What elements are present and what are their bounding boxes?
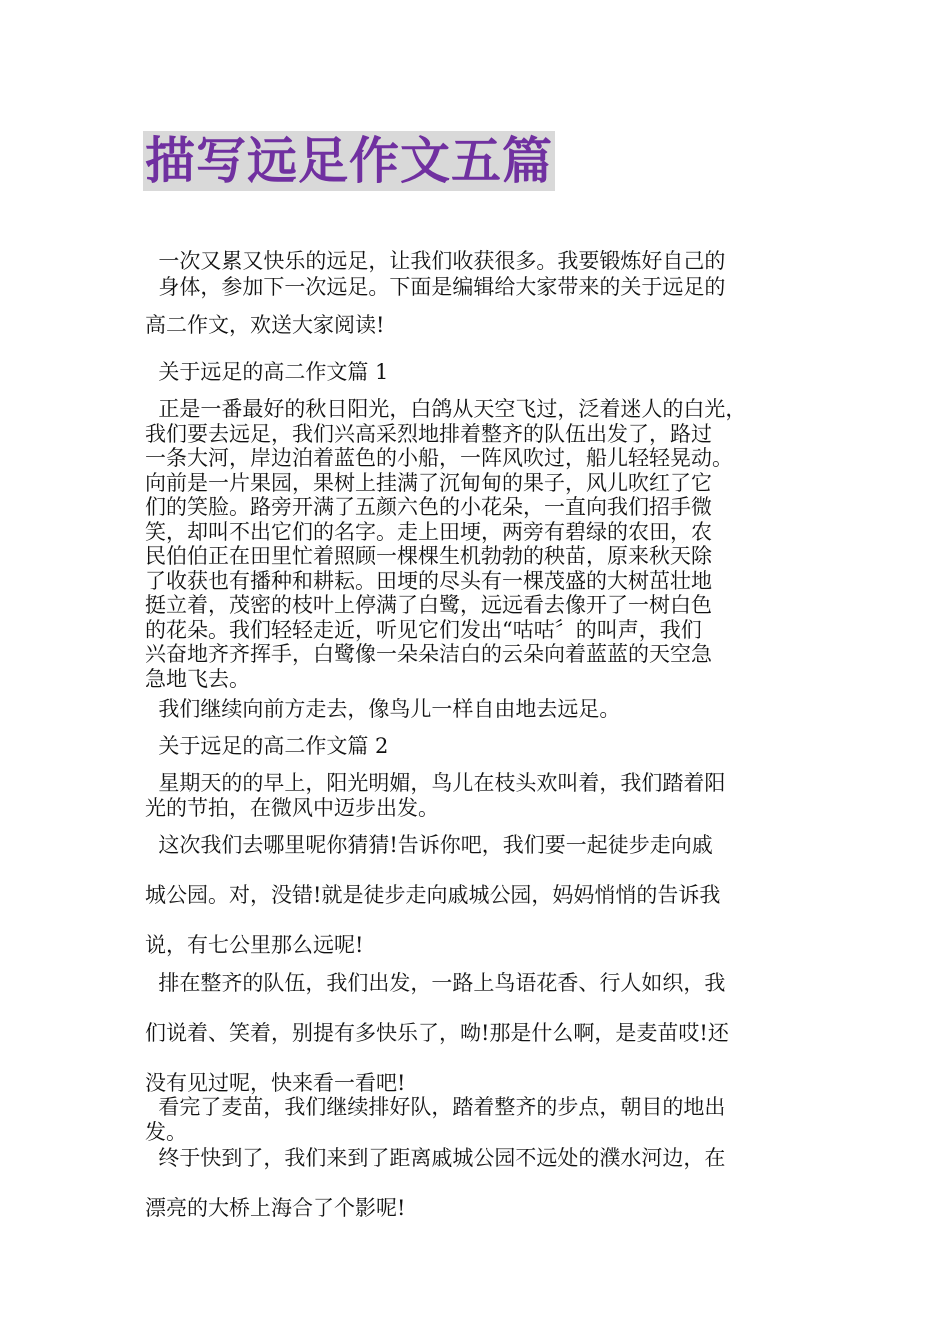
essay-1-paragraph-1: 正是一番最好的秋日阳光，白鸽从天空飞过，泛着迷人的白光， 我们要去远足，我们兴高采烈地排着整齐的队伍出发了，路过 一条大河，岸边泊着蓝色的小船，一阵风吹过，船儿轻轻晃动。 向前是一片果园，果树上挂满了沉甸甸的果子，风儿吹红了它 们的笑脸。路旁开满了五颜六色的小花朵，一直向我们招手微 笑，却叫不出它们的名字。走上田埂，两旁有碧绿的农田，农 民伯伯正在田里忙着照顾一棵棵生机勃勃的秧苗，原来秋天除 了收获也有播种和耕耘。田埂的尽头有一棵茂盛的大树茁壮地 挺立着，茂密的枝叶上停满了白鹭，远远看去像开了一树白色 的花朵。我们轻轻走近，听见它们发出“咕咕〞的叫声，我们 兴奋地齐齐挥手，白鹭像一朵朵洁白的云朵向着蓝蓝的天空急 急地飞去。: [145, 397, 747, 691]
essay-2-paragraph-3: 排在整齐的队伍，我们出发，一路上鸟语花香、行人如织，我 们说着、笑着，别提有多快乐了，呦!那是什么啊，是麦苗哎!还 没有见过呢，快来看一看吧!: [145, 971, 729, 1095]
essay-heading-1: 关于远足的高二作文篇 1: [145, 360, 389, 384]
intro-line-3: 高二作文，欢送大家阅读!: [145, 313, 385, 337]
intro-line-2: 身体，参加下一次远足。下面是编辑给大家带来的关于远足的: [145, 275, 726, 299]
essay-2-paragraph-5: 终于快到了，我们来到了距离戚城公园不远处的濮水河边，在 漂亮的大桥上海合了个影呢!: [145, 1146, 726, 1220]
essay-2-paragraph-4: 看完了麦苗，我们继续排好队，踏着整齐的步点，朝目的地出 发。: [145, 1095, 726, 1144]
essay-2-paragraph-2: 这次我们去哪里呢你猜猜!告诉你吧，我们要一起徒步走向戚 城公园。对，没错!就是徒步走向戚城公园，妈妈悄悄的告诉我 说，有七公里那么远呢!: [145, 833, 721, 957]
essay-2-paragraph-1: 星期天的的早上，阳光明媚，鸟儿在枝头欢叫着，我们踏着阳 光的节拍，在微风中迈步出发。: [145, 771, 726, 820]
document-title: 描写远足作文五篇: [145, 132, 553, 190]
essay-heading-2: 关于远足的高二作文篇 2: [145, 734, 389, 758]
essay-1-paragraph-2: 我们继续向前方走去，像鸟儿一样自由地去远足。: [145, 697, 621, 721]
intro-line-1: 一次又累又快乐的远足，让我们收获很多。我要锻炼好自己的: [145, 249, 726, 273]
